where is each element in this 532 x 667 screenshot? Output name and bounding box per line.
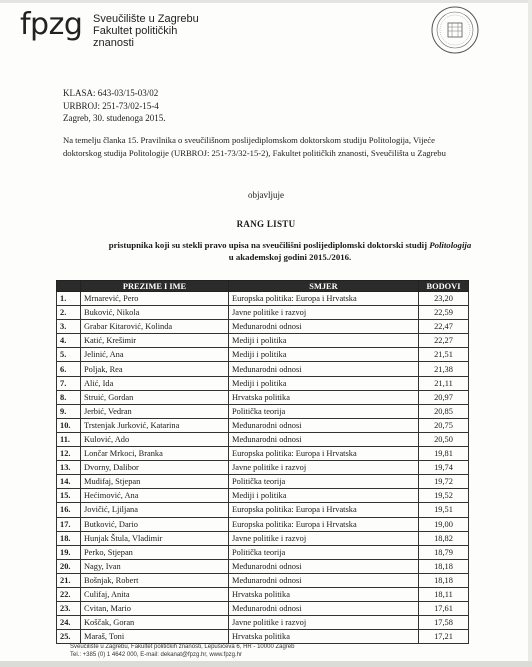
- track-cell: Međunarodni odnosi: [229, 559, 419, 573]
- table-row: [57, 559, 469, 573]
- track-cell: Javne politike i razvoj: [229, 461, 419, 475]
- track-cell: Javne politike i razvoj: [229, 531, 419, 545]
- name-cell: Bošnjak, Robert: [81, 573, 229, 587]
- name-cell: Lončar Mrkoci, Branka: [81, 447, 229, 461]
- rank-cell: 23.: [57, 602, 81, 616]
- name-cell: Nagy, Ivan: [81, 559, 229, 573]
- points-cell: 19,00: [419, 517, 469, 531]
- points-cell: 21,51: [419, 348, 469, 362]
- name-cell: Culifaj, Anita: [81, 587, 229, 601]
- header-points: BODOVI: [419, 281, 469, 292]
- points-cell: 18,11: [419, 587, 469, 601]
- points-cell: 17,21: [419, 630, 469, 644]
- table-row: [57, 475, 469, 489]
- name-cell: Mrnarević, Pero: [81, 292, 229, 306]
- track-cell: Hrvatska politika: [229, 390, 419, 404]
- name-cell: Buković, Nikola: [81, 306, 229, 320]
- track-cell: Međunarodni odnosi: [229, 573, 419, 587]
- points-cell: 22,59: [419, 306, 469, 320]
- name-cell: Jerbić, Vedran: [81, 404, 229, 418]
- table-row: [57, 432, 469, 446]
- ranking-table: [56, 280, 469, 644]
- subtitle-program: Politologija: [429, 240, 472, 250]
- name-cell: Perko, Stjepan: [81, 545, 229, 559]
- track-cell: Međunarodni odnosi: [229, 432, 419, 446]
- points-cell: 19,72: [419, 475, 469, 489]
- document-date: Zagreb, 30. studenoga 2015.: [63, 113, 166, 123]
- track-cell: Mediji i politika: [229, 376, 419, 390]
- name-cell: Grabar Kitarović, Kolinda: [81, 320, 229, 334]
- header-name: PREZIME I IME: [81, 281, 229, 292]
- points-cell: 18,79: [419, 545, 469, 559]
- table-row: [57, 503, 469, 517]
- name-cell: Hunjak Štula, Vladimir: [81, 531, 229, 545]
- rank-cell: 15.: [57, 489, 81, 503]
- track-cell: Mediji i politika: [229, 489, 419, 503]
- rank-cell: 4.: [57, 334, 81, 348]
- track-cell: Mediji i politika: [229, 334, 419, 348]
- klasa: KLASA: 643-03/15-03/02: [63, 88, 159, 98]
- table-row: [57, 587, 469, 601]
- points-cell: 21,11: [419, 376, 469, 390]
- table-row: [57, 362, 469, 376]
- track-cell: Mediji i politika: [229, 348, 419, 362]
- points-cell: 17,58: [419, 616, 469, 630]
- table-row: [57, 461, 469, 475]
- name-cell: Kulović, Ado: [81, 432, 229, 446]
- track-cell: Javne politike i razvoj: [229, 306, 419, 320]
- name-cell: Dvorny, Dalibor: [81, 461, 229, 475]
- points-cell: 22,47: [419, 320, 469, 334]
- track-cell: Europska politika: Europa i Hrvatska: [229, 503, 419, 517]
- points-cell: 19,81: [419, 447, 469, 461]
- track-cell: Hrvatska politika: [229, 587, 419, 601]
- table-row: [57, 404, 469, 418]
- institution-line-2: Fakultet političkih: [93, 25, 178, 37]
- intro-paragraph: Na temelju članka 15. Pravilnika o sveučilišnom poslijediplomskom doktorskom studiju Politologija, Vijeće doktorskog studija Politologije (URBROJ: 251-73/32-15-2), Fakultet političkih znanosti, Sveučilišta u Zagrebu: [63, 135, 446, 158]
- scan-edge-top: [0, 0, 532, 3]
- document-title: RANG LISTU: [236, 219, 296, 229]
- name-cell: Katić, Krešimir: [81, 334, 229, 348]
- table-row: [57, 334, 469, 348]
- track-cell: Europska politika: Europa i Hrvatska: [229, 447, 419, 461]
- table-header-row: [57, 281, 469, 292]
- name-cell: Maraš, Toni: [81, 630, 229, 644]
- track-cell: Europska politika: Europa i Hrvatska: [229, 517, 419, 531]
- rank-cell: 14.: [57, 475, 81, 489]
- name-cell: Poljak, Rea: [81, 362, 229, 376]
- page-footer: [70, 643, 294, 659]
- points-cell: 20,50: [419, 432, 469, 446]
- rank-cell: 6.: [57, 362, 81, 376]
- track-cell: Politička teorija: [229, 545, 419, 559]
- track-cell: Hrvatska politika: [229, 630, 419, 644]
- ranking-table-body: [57, 292, 469, 644]
- points-cell: 19,74: [419, 461, 469, 475]
- table-row: [57, 376, 469, 390]
- table-row: [57, 390, 469, 404]
- rank-cell: 3.: [57, 320, 81, 334]
- points-cell: 20,97: [419, 390, 469, 404]
- points-cell: 23,20: [419, 292, 469, 306]
- points-cell: 20,85: [419, 404, 469, 418]
- track-cell: Međunarodni odnosi: [229, 362, 419, 376]
- university-seal-icon: [430, 5, 480, 55]
- rank-cell: 5.: [57, 348, 81, 362]
- track-cell: Međunarodni odnosi: [229, 418, 419, 432]
- rank-cell: 20.: [57, 559, 81, 573]
- points-cell: 21,38: [419, 362, 469, 376]
- points-cell: 19,52: [419, 489, 469, 503]
- table-row: [57, 630, 469, 644]
- table-row: [57, 545, 469, 559]
- name-cell: Koščak, Goran: [81, 616, 229, 630]
- track-cell: Europska politika: Europa i Hrvatska: [229, 292, 419, 306]
- name-cell: Jelinić, Ana: [81, 348, 229, 362]
- rank-cell: 22.: [57, 587, 81, 601]
- institution-name: [93, 13, 199, 49]
- footer-address: Sveučilište u Zagrebu, Fakultet političkih znanosti, Lepušićeva 6, HR - 10000 Zagreb: [70, 644, 295, 650]
- name-cell: Alić, Ida: [81, 376, 229, 390]
- table-row: [57, 320, 469, 334]
- points-cell: 18,82: [419, 531, 469, 545]
- points-cell: 17,61: [419, 602, 469, 616]
- table-row: [57, 489, 469, 503]
- table-row: [57, 602, 469, 616]
- table-row: [57, 573, 469, 587]
- rank-cell: 1.: [57, 292, 81, 306]
- name-cell: Mudifaj, Stjepan: [81, 475, 229, 489]
- name-cell: Struić, Gordan: [81, 390, 229, 404]
- table-row: [57, 418, 469, 432]
- rank-cell: 25.: [57, 630, 81, 644]
- track-cell: Politička teorija: [229, 475, 419, 489]
- institution-line-3: znanosti: [93, 37, 134, 49]
- document-subtitle: [95, 239, 485, 263]
- rank-cell: 18.: [57, 531, 81, 545]
- announce-verb: objavljuje: [248, 190, 284, 200]
- rank-cell: 10.: [57, 418, 81, 432]
- name-cell: Hećimović, Ana: [81, 489, 229, 503]
- rank-cell: 24.: [57, 616, 81, 630]
- scan-edge-bottom: [0, 661, 532, 667]
- points-cell: 20,75: [419, 418, 469, 432]
- name-cell: Trstenjak Jurković, Katarina: [81, 418, 229, 432]
- urbroj: URBROJ: 251-73/02-15-4: [63, 100, 159, 111]
- table-row: [57, 517, 469, 531]
- rank-cell: 19.: [57, 545, 81, 559]
- subtitle-line-1: pristupnika koji su stekli pravo upisa na sveučilišni poslijediplomski doktorski studij: [108, 240, 427, 250]
- points-cell: 18,18: [419, 559, 469, 573]
- header-track: SMJER: [229, 281, 419, 292]
- header-rank: [57, 281, 81, 292]
- rank-cell: 8.: [57, 390, 81, 404]
- fpzg-logo: fpzg: [20, 7, 83, 42]
- table-row: [57, 447, 469, 461]
- rank-cell: 2.: [57, 306, 81, 320]
- rank-cell: 17.: [57, 517, 81, 531]
- track-cell: Međunarodni odnosi: [229, 602, 419, 616]
- rank-cell: 9.: [57, 404, 81, 418]
- rank-cell: 7.: [57, 376, 81, 390]
- points-cell: 22,27: [419, 334, 469, 348]
- rank-cell: 16.: [57, 503, 81, 517]
- table-row: [57, 531, 469, 545]
- table-row: [57, 348, 469, 362]
- document-meta: [63, 87, 165, 125]
- track-cell: Politička teorija: [229, 404, 419, 418]
- subtitle-line-2: u akademskoj godini 2015./2016.: [228, 252, 352, 262]
- track-cell: Javne politike i razvoj: [229, 616, 419, 630]
- rank-cell: 13.: [57, 461, 81, 475]
- rank-cell: 12.: [57, 447, 81, 461]
- scan-edge-right: [528, 0, 532, 667]
- table-row: [57, 306, 469, 320]
- name-cell: Butković, Dario: [81, 517, 229, 531]
- rank-cell: 11.: [57, 432, 81, 446]
- name-cell: Cvitan, Mario: [81, 602, 229, 616]
- rank-cell: 21.: [57, 573, 81, 587]
- points-cell: 19,51: [419, 503, 469, 517]
- name-cell: Jovičić, Ljiljana: [81, 503, 229, 517]
- institution-line-1: Sveučilište u Zagrebu: [93, 13, 199, 25]
- footer-contact: Tel.: +385 (0) 1 4642 000, E-mail: dekanat@fpzg.hr, www.fpzg.hr: [70, 652, 243, 658]
- points-cell: 18,18: [419, 573, 469, 587]
- table-row: [57, 616, 469, 630]
- table-row: [57, 292, 469, 306]
- track-cell: Međunarodni odnosi: [229, 320, 419, 334]
